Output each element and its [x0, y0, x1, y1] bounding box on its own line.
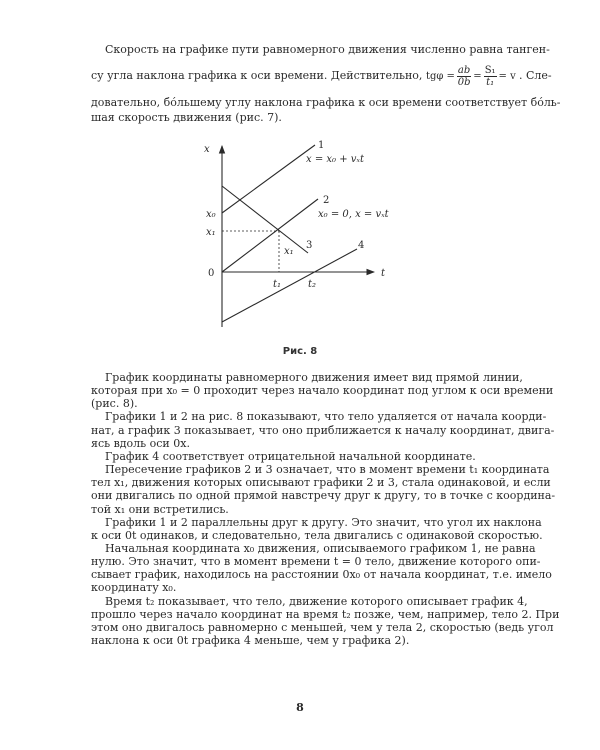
text-line: к оси 0t одинаков, и следовательно, тела двигались с одинаковой скоростью. [91, 528, 543, 542]
page-number: 8 [296, 701, 304, 714]
graph-1-equation: x = x₀ + vₓt [306, 154, 364, 165]
text-line: График координаты равномерного движения имеет вид прямой линии, [105, 371, 523, 384]
text-line: координату x₀. [91, 581, 177, 595]
text-line: той x₁ они встретились. [91, 502, 229, 516]
origin-label: 0 [208, 268, 215, 279]
text-line: шая скорость движения (рис. 7). [91, 111, 282, 124]
graph-3-label: 3 [306, 240, 313, 251]
t2-label: t₂ [308, 279, 317, 290]
graph-4-label: 4 [358, 240, 365, 251]
text-line: этом оно двигалось равномерно с меньшей, чем у тела 2, скоростью (ведь угол [91, 620, 554, 634]
text-line: прошло через начало координат на время t₂ позже, чем, например, тело 2. При [91, 607, 560, 621]
text-line: (рис. 8). [91, 397, 138, 411]
axis-x-label: x [204, 144, 210, 155]
figure-8-graph [0, 0, 600, 345]
graph-line-3 [222, 186, 308, 253]
graph-1-label: 1 [318, 140, 325, 151]
graph-2-label: 2 [323, 195, 330, 206]
text-line: тел x₁, движения которых описывают графики 2 и 3, стала одинаковой, и если [91, 476, 551, 490]
text-line: нат, а график 3 показывает, что оно приближается к началу координат, двига- [91, 423, 555, 437]
text-line: Начальная координата x₀ движения, описываемого графиком 1, не равна [105, 541, 536, 555]
text-line: Скорость на графике пути равномерного движения численно равна танген- [105, 43, 550, 56]
formula-rhs: = v [498, 71, 516, 82]
figure-caption: Рис. 8 [282, 346, 318, 357]
t1-label: t₁ [273, 279, 282, 290]
x0-label: x₀ [206, 209, 216, 220]
text-line: которая при x₀ = 0 проходит через начало координат под углом к оси времени [91, 384, 554, 398]
text-line: Графики 1 и 2 на рис. 8 показывают, что тело удаляется от начала коорди- [105, 410, 547, 424]
axis-t-label: t [381, 268, 386, 279]
text-segment: . Сле- [518, 69, 552, 82]
text-line: Графики 1 и 2 параллельны друг к другу. Это значит, что угол их наклона [105, 515, 542, 529]
denominator: t₁ [486, 77, 495, 88]
graph-line-4 [222, 249, 357, 322]
formula-lhs: tgφ = [425, 71, 455, 82]
graph-2-equation: x₀ = 0, x = vₓt [318, 209, 389, 220]
text-line: График 4 соответствует отрицательной начальной координате. [105, 449, 476, 463]
text-line: сывает график, находилось на расстоянии 0x₀ от начала координат, т.е. имело [91, 568, 552, 582]
text-line: наклона к оси 0t графика 4 меньше, чем у графика 2). [91, 634, 410, 647]
text-line: ясь вдоль оси 0x. [91, 436, 190, 450]
equals: = [473, 71, 482, 82]
text-line: нулю. Это значит, что в момент времени t = 0 тело, движение которого опи- [91, 555, 541, 569]
x1-point-label: x₁ [284, 246, 294, 257]
denominator: 0b [457, 77, 471, 88]
graph-line-1 [222, 145, 315, 213]
text-segment: су угла наклона графика к оси времени. Действительно, [91, 69, 423, 82]
text-line: Время t₂ показывает, что тело, движение которого описывает график 4, [105, 594, 528, 608]
graph-line-2 [222, 199, 318, 272]
text-line: Пересечение графиков 2 и 3 означает, что в момент времени t₁ координата [105, 463, 550, 477]
numerator: S₁ [484, 65, 496, 76]
x1-label: x₁ [206, 227, 216, 238]
numerator: ab [457, 65, 471, 76]
text-line: они двигались по одной прямой навстречу друг к другу, то в точке с координа- [91, 489, 556, 503]
text-line: довательно, бо́льшему углу наклона графика к оси времени соответствует бо́ль- [91, 96, 561, 109]
